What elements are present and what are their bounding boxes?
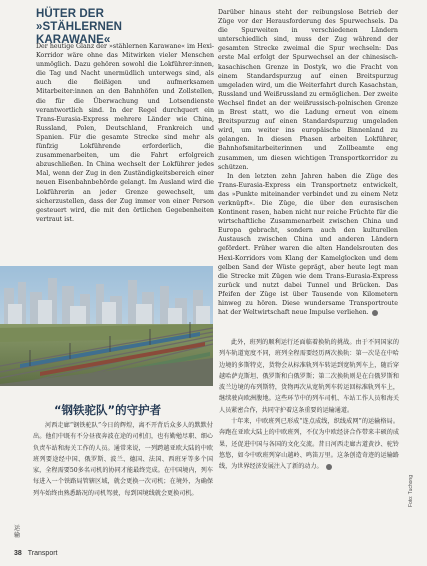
chinese-text-left-column	[33, 420, 213, 499]
photo-credit: Foto: Tuchong	[408, 475, 414, 507]
section-side-label: 运输	[14, 526, 21, 539]
railway-photo	[0, 266, 213, 386]
end-mark-icon	[372, 310, 378, 316]
page-footer	[14, 550, 58, 557]
title-line-2: »STÄHLERNEN KARAWANE«	[36, 21, 123, 46]
section-name: Transport	[27, 550, 58, 557]
paragraph	[218, 172, 398, 318]
paragraph: 河西走廊“钢铁驼队”今日的辉煌，离不开背后众多人的默默付出。他们中既有不分昼夜奔波在途的司机们，也有勤勉尽职、细心负责车站和海关工作的人员。通常来说，一列跨越亚欧大陆的中欧班列要途经中国、俄罗斯、波兰、德国、法国、西班牙等多个国家，全程需要50多名司机的协同才能最终完成。在中国境内，列车每进入一个铁路局管辖区域，就会更换一次司机；在境外，为确保列车始终由熟悉路况的司机驾驶，每到国境线就会更换司机。	[33, 422, 213, 497]
end-mark-icon	[326, 464, 332, 470]
title-line-1: HÜTER DER	[36, 8, 104, 20]
german-text-right-column	[218, 8, 398, 317]
railway-city-illustration	[0, 266, 213, 386]
german-text-left-column	[36, 42, 214, 224]
article-title-zh: “钢铁驼队”的守护者	[54, 403, 162, 417]
paragraph: Der heutige Glanz der »stählernen Karawane« im Hexi-Korridor wäre ohne das Mitwirken vieler Menschen unmöglich. Dazu gehören sowohl die Lokführer:innen, die Tag und Nacht unermüdlich unterwegs sind, als auch die fleißigen und aufmerksamen Mitarbeiter:innen an den Bahnhöfen und Zollstellen, die für die Überwachung und Lotsendienste verantwortlich sind. In der Regel durchquert ein Trans-Eurasia-Express mehrere Länder wie China, Russland, Polen, Deutschland, Frankreich und Spanien. Für die gesamte Strecke sind mehr als fünfzig Lokführende erforderlich, die zusammenarbeiten, um die Fahrt erfolgreich abzuschließen. In China wechselt der Lokführer jedes Mal, wenn der Zug in den Zuständigkeitsbereich einer neuen Eisenbahnbehörde gelangt. Im Ausland wird die Lokführerin an jeder Grenze gewechselt, um sicherzustellen, dass der Zug immer von einer Person gesteuert wird, die mit den örtlichen Gegebenheiten vertraut ist.	[36, 43, 214, 223]
paragraph: Darüber hinaus steht der reibungslose Betrieb der Züge vor der Herausforderung des Spurwechsels. Da die Spurweiten in verschiedenen Ländern unterschiedlich sind, muss der Zug während der gesamten Strecke zweimal die Spur wechseln: Das erste Mal erfolgt der Spurwechsel an der chinesisch-kasachischen Grenze in Dostyk, wo die Fracht von einem Standardspurzug auf einen Breitspurzug umgeladen wird, um die Weiterfahrt durch Kasachstan, Russland und Weißrussland zu ermöglichen. Der zweite Wechsel findet an der weißrussisch-polnischen Grenze in Brest statt, wo die Ladung erneut von einem Breitspurzug auf einen Standardspurzug umgeladen wird, um weiter ins europäische Binnenland zu gelangen. In diesen Phasen arbeiten Lokführer, Bahnhofsmitarbeiterinnen und Zollbeamte eng zusammen, um diesen wichtigen Transportkorridor zu schützen.	[218, 9, 398, 171]
paragraph-text: In den letzten zehn Jahren haben die Züge des Trans-Eurasia-Express ein Transportnetz entwickelt, das »Punkte miteinander verbindet und zu einem Netz verknüpft«. Die Züge, die über den eurasischen Kontinent rasen, haben nicht nur reiche Früchte für die wirtschaftliche Zusammenarbeit zwischen China und Europa gebracht, sondern auch den kulturellen Austausch zwischen China und anderen Ländern gefördert. Früher waren die alten Handelsrouten des Hexi-Korridors vom Klang der Kamelglocken und dem gelben Sand der Wüste geprägt, aber heute legt man die Strecke mit Zügen wie dem Trans-Eurasia-Express zurück und nutzt dabei Tunnel und Brücken. Das Pfeifen der Züge ist über Tausende von Kilometern hinweg zu hören. Diese wundersame Transportroute hat der Weltwirtschaft neue Impulse verliehen.	[218, 172, 398, 317]
paragraph: 此外，班列的顺利运行还面临着换轨的挑战。由于不同国家的列车轨道宽度不同，班列全程需要经历两次换轨：第一次是在中哈边境的多斯特克，货物会从标准轨列车转运到宽轨列车上，随后穿越哈萨克斯坦、俄罗斯和白俄罗斯；第二次换轨则是在白俄罗斯和波兰边境的布列斯特，货物再次从宽轨列车转运回标准轨列车上，继续驶向欧洲腹地。这些环节中的列车司机、车站工作人员和海关人员紧密合作，共同守护着这条重要的运输通道。	[219, 339, 399, 414]
paragraph	[219, 416, 399, 472]
page-number: 38	[14, 550, 22, 557]
paragraph-text: 十年来，中欧班列已形成“连点成线，织线成网”的运输格局。奔跑在亚欧大陆上的中欧班列，不仅为中欧经济合作带来丰硕的成果，还促进中国与各国的文化交流。昔日河西走廊古道黄沙、驼铃悠悠，如今中欧班列穿山越岭、鸣笛万里。这条创造奇迹的运输路线，为世界经济发展注入了新的动力。	[219, 418, 399, 471]
chinese-text-right-column	[219, 337, 399, 473]
